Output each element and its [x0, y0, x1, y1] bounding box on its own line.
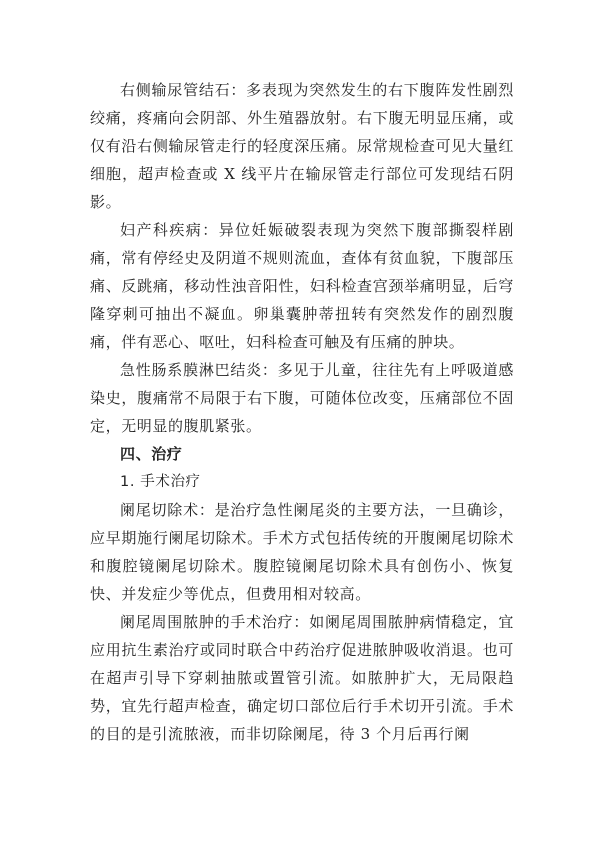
paragraph-abscess-surgery: 阑尾周围脓肿的手术治疗：如阑尾周围脓肿病情稳定，宜应用抗生素治疗或同时联合中药治疗促进脓肿吸收消退。也可在超声引导下穿刺抽脓或置管引流。如脓肿扩大，无局限趋势，宜先行超声检查，确定切口部位后行手术切开引流。手术的目的是引流脓液，而非切除阑尾，待 3 个月后再行阑: [90, 613, 514, 743]
paragraph-ureteral-stone: 右侧输尿管结石：多表现为突然发生的右下腹阵发性剧烈绞痛，疼痛向会阴部、外生殖器放射。右下腹无明显压痛，或仅有沿右侧输尿管走行的轻度深压痛。尿常规检查可见大量红细胞，超声检查或 X 线平片在输尿管走行部位可发现结石阴影。: [90, 81, 514, 211]
paragraph-appendectomy: 阑尾切除术：是治疗急性阑尾炎的主要方法，一旦确诊，应早期施行阑尾切除术。手术方式包括传统的开腹阑尾切除术和腹腔镜阑尾切除术。腹腔镜阑尾切除术具有创伤小、恢复快、并发症少等优点，但费用相对较高。: [90, 501, 514, 603]
subsection-heading-surgery: 1. 手术治疗: [120, 474, 201, 490]
section-heading-treatment: 四、治疗: [120, 445, 183, 463]
page-body: [90, 76, 514, 748]
paragraph-mesenteric-lymphadenitis: 急性肠系膜淋巴结炎：多见于儿童，往往先有上呼吸道感染史，腹痛常不局限于右下腹，可随体位改变，压痛部位不固定，无明显的腹肌紧张。: [90, 361, 514, 435]
paragraph-gynecologic-disease: 妇产科疾病：异位妊娠破裂表现为突然下腹部撕裂样剧痛，常有停经史及阴道不规则流血，查体有贫血貌，下腹部压痛、反跳痛，移动性浊音阳性，妇科检查宫颈举痛明显，后穹隆穿刺可抽出不凝血。卵巢囊肿蒂扭转有突然发作的剧烈腹痛，伴有恶心、呕吐，妇科检查可触及有压痛的肿块。: [90, 221, 514, 351]
